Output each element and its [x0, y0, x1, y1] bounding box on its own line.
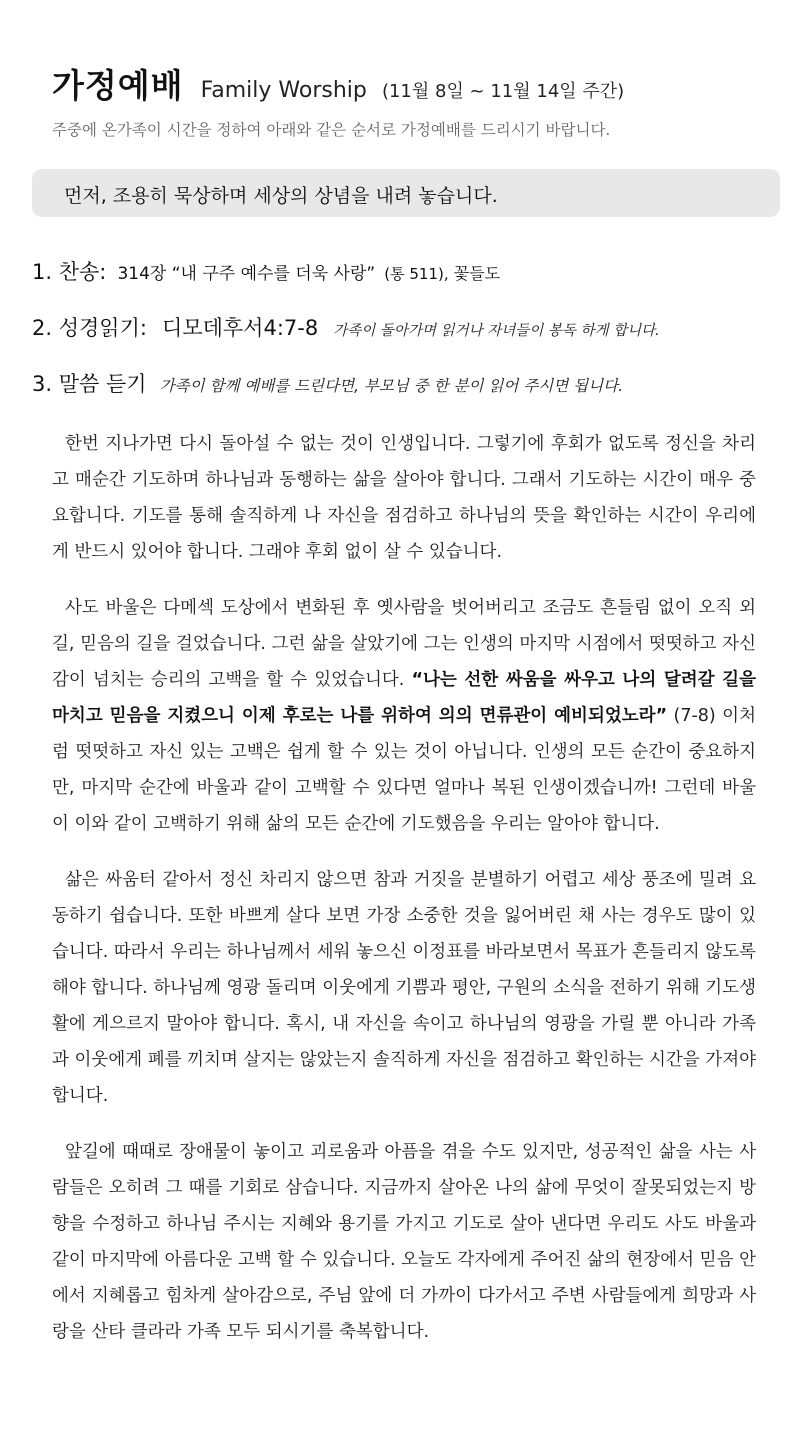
- paragraph-text: (7-8) 이처럼 떳떳하고 자신 있는 고백은 쉽게 할 수 있는 것이 아닙니다. 인생의 모든 순간이 중요하지만, 마지막 순간에 바울과 같이 고백할 수 있다면 얼마나 복된 인생이겠습니까! 그런데 바울이 이와 같이 고백하기 위해 삶의 모든 순간에 기도했음을 우리는 알아야 합니다.: [52, 706, 756, 834]
- page-title-english: Family Worship: [200, 78, 367, 103]
- sermon-paragraph: 한번 지나가면 다시 돌아설 수 없는 것이 인생입니다. 그렇기에 후회가 없도록 정신을 차리고 매순간 기도하며 하나님과 동행하는 삶을 살아야 합니다. 그래서 기도하는 시간이 매우 중요합니다. 기도를 통해 솔직하게 나 자신을 점검하고 하나님의 뜻을 확인하는 시간이 우리에게 반드시 있어야 합니다. 그래야 후회 없이 살 수 있습니다.: [52, 434, 756, 562]
- step-scripture-reading: [32, 312, 660, 342]
- step-hymn: [32, 256, 500, 286]
- meditation-notice-text: 먼저, 조용히 묵상하며 세상의 상념을 내려 놓습니다.: [64, 185, 498, 207]
- hymn-alt-number: (통 511),: [384, 265, 449, 283]
- step-label: 3. 말씀 듣기: [32, 372, 147, 396]
- sermon-paragraph: 삶은 싸움터 같아서 정신 차리지 않으면 참과 거짓을 분별하기 어렵고 세상 풍조에 밀려 요동하기 쉽습니다. 또한 바쁘게 살다 보면 가장 소중한 것을 잃어버린 채 사는 경우도 많이 있습니다. 따라서 우리는 하나님께서 세워 놓으신 이정표를 바라보면서 목표가 흔들리지 않도록 해야 합니다. 하나님께 영광 돌리며 이웃에게 기쁨과 평안, 구원의 소식을 전하기 위해 기도생활에 게으르지 말아야 합니다. 혹시, 내 자신을 속이고 하나님의 영광을 가릴 뿐 아니라 가족과 이웃에게 폐를 끼치며 살지는 않았는지 솔직하게 자신을 점검하고 확인하는 시간을 가져야 합니다.: [52, 870, 756, 1106]
- sermon-body: [52, 426, 756, 1370]
- step-label: 1. 찬송:: [32, 260, 107, 284]
- hymn-tune: 꽃들도: [453, 264, 501, 283]
- week-date-range: (11월 8일 ~ 11월 14일 주간): [381, 81, 625, 102]
- scripture-reference: 디모데후서4:7-8: [162, 316, 319, 340]
- paragraph-text: 사도 바울은 다메섹 도상에서 변화된 후 옛사람을 벗어버리고 조금도 흔들림 없이 오직 외길, 믿음의 길을 걸었습니다. 그런 삶을 살았기에 그는 인생의 마지막 시점에서 떳떳하고 자신감이 넘치는 승리의 고백을 할 수 있었습니다.: [52, 598, 756, 690]
- step-label: 2. 성경읽기:: [32, 316, 147, 340]
- sermon-paragraph: [52, 590, 756, 842]
- scripture-quote: “나는 선한 싸움을 싸우고 나의 달려갈 길을 마치고 믿음을 지켰으니 이제 후로는 나를 위하여 의의 면류관이 예비되었노라”: [52, 670, 756, 726]
- page-title: 가정예배: [52, 66, 184, 105]
- step-note: 가족이 함께 예배를 드린다면, 부모님 중 한 분이 읽어 주시면 됩니다.: [159, 377, 624, 395]
- page-header: [52, 60, 792, 107]
- page-subtitle: 주중에 온가족이 시간을 정하여 아래와 같은 순서로 가정예배를 드리시기 바랍니다.: [52, 121, 611, 139]
- step-note: 가족이 돌아가며 읽거나 자녀들이 봉독 하게 합니다.: [333, 323, 660, 339]
- hymn-title: 314장 “내 구주 예수를 더욱 사랑”: [117, 264, 376, 284]
- step-sermon: [32, 368, 623, 398]
- sermon-paragraph: 앞길에 때때로 장애물이 놓이고 괴로움과 아픔을 겪을 수도 있지만, 성공적인 삶을 사는 사람들은 오히려 그 때를 기회로 삼습니다. 지금까지 살아온 나의 삶에 무엇이 잘못되었는지 방향을 수정하고 하나님 주시는 지혜와 용기를 가지고 기도로 살아 낸다면 우리도 사도 바울과 같이 마지막에 아름다운 고백 할 수 있습니다. 오늘도 각자에게 주어진 삶의 현장에서 믿음 안에서 지혜롭고 힘차게 살아감으로, 주님 앞에 더 가까이 다가서고 주변 사람들에게 희망과 사랑을 산타 클라라 가족 모두 되시기를 축복합니다.: [52, 1142, 756, 1342]
- meditation-notice-box: [32, 169, 780, 217]
